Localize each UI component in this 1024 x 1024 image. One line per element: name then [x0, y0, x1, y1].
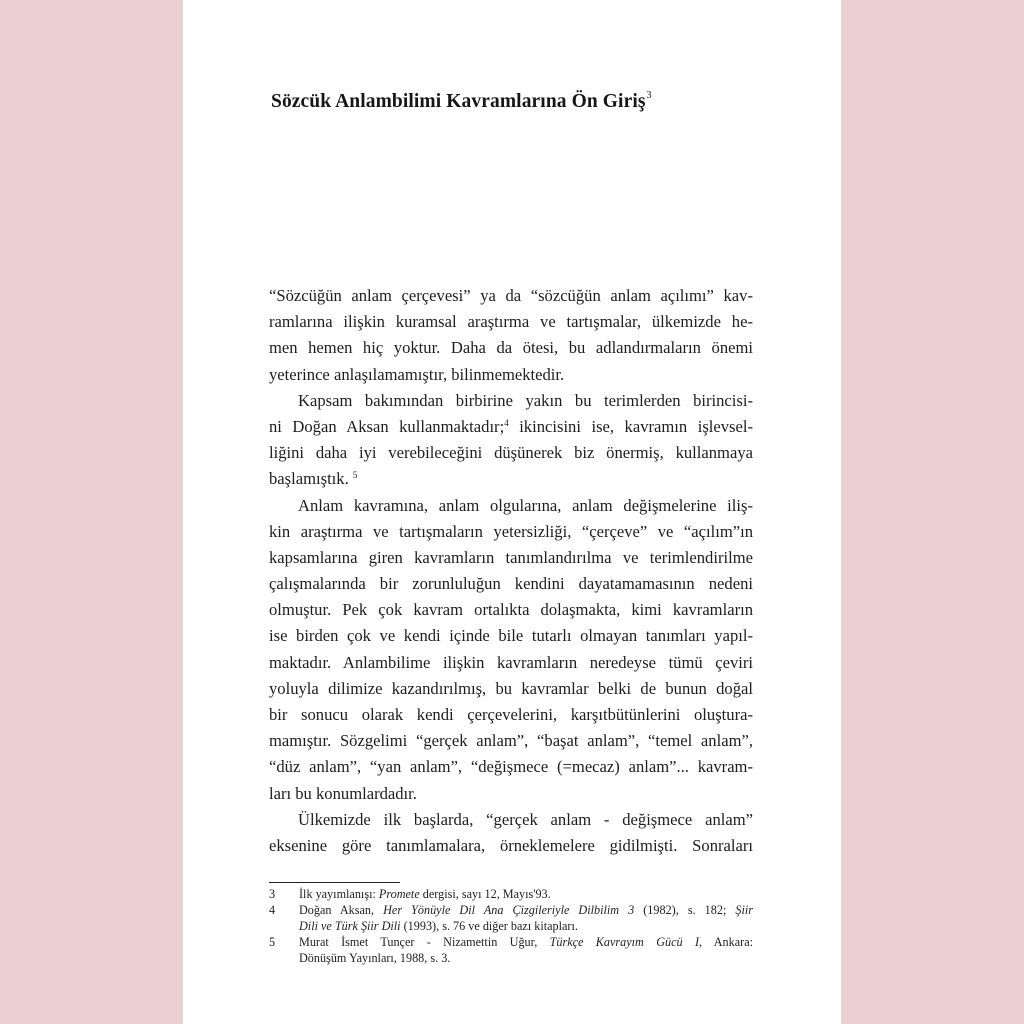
text-line: men hemen hiç yoktur. Daha da ötesi, bu adlandırmaların önemi [269, 338, 753, 358]
text-line: olmuştur. Pek çok kavram ortalıkta dolaşmakta, kimi kavramların [269, 600, 753, 620]
footnote-line [299, 886, 753, 902]
footnote-segment: İlk yayımlanışı: [299, 887, 379, 901]
footnote-segment: (1993), s. 76 ve diğer bazı kitapları. [400, 919, 578, 933]
text-line: Kapsam bakımından birbirine yakın bu terimlerden birincisi- [298, 390, 753, 410]
text-line: Anlam kavramına, anlam olgularına, anlam değişmelerine iliş- [298, 495, 753, 515]
footnote-number: 4 [269, 903, 276, 917]
footnote-number: 5 [269, 935, 276, 949]
footnote-italic: Promete [378, 887, 420, 901]
footnote-4 [269, 902, 753, 934]
footnote-5 [269, 934, 753, 966]
book-page [183, 0, 841, 1024]
text-line: kapsamlarına giren kavramların tanımlandırılma ve terimlendirilme [269, 547, 753, 567]
footnote-segment: Doğan Aksan, [299, 903, 384, 917]
footnote-marker: 4 [504, 417, 509, 428]
footnote-segment: dergisi, sayı 12, Mayıs'93. [419, 887, 551, 901]
text-line: liğini daha iyi verebileceğini düşünerek biz önermiş, kullanmaya [269, 443, 753, 463]
chapter-title [271, 91, 652, 113]
footnote-segment: (1982), s. 182; [634, 903, 736, 917]
footnote-line [299, 934, 753, 950]
footnote-line: Dönüşüm Yayınları, 1988, s. 3. [299, 951, 451, 965]
footnote-line [299, 902, 753, 918]
footnote-line [299, 918, 753, 934]
text-line: yoluyla dilimize kazandırılmış, bu kavramlar belki de bunun doğal [269, 678, 753, 698]
text-line [269, 466, 753, 492]
footnote-marker: 5 [352, 470, 358, 481]
text-line: çalışmalarında bir zorunluluğun kendini dayatamamasının nedeni [269, 574, 753, 594]
footnotes [269, 886, 753, 966]
footnote-italic: Her Yönüyle Dil Ana Çizgileriyle Dilbilim 3 [383, 903, 635, 917]
text-line: ları bu konumlardadır. [269, 783, 417, 803]
footnote-italic: Dili ve Türk Şiir Dili [299, 919, 401, 933]
chapter-title-text: Sözcük Anlambilimi Kavramlarına Ön Giriş [271, 91, 646, 112]
footnote-text [299, 934, 753, 966]
text-line: Ülkemizde ilk başlarda, “gerçek anlam - değişmece anlam” [298, 809, 753, 829]
text-line [269, 414, 753, 440]
text-line: eksenine göre tanımlamalara, örneklemelere gidilmişti. Sonraları [269, 835, 753, 855]
title-footnote-marker: 3 [646, 90, 652, 101]
text-line: “düz anlam”, “yan anlam”, “değişmece (=mecaz) anlam”... kavram- [269, 757, 753, 777]
footnote-text [299, 886, 753, 902]
text-segment: ni Doğan Aksan kullanmaktadır; [269, 416, 505, 436]
text-line: mamıştır. Sözgelimi “gerçek anlam”, “başat anlam”, “temel anlam”, [269, 731, 753, 751]
footnote-segment: Murat İsmet Tunçer - Nizamettin Uğur, [299, 935, 550, 949]
text-line: maktadır. Anlambilime ilişkin kavramların neredeyse tümü çeviri [269, 652, 753, 672]
footnote-segment: , Ankara: [699, 935, 753, 949]
text-line: ramlarına ilişkin kuramsal araştırma ve tartışmalar, ülkemizde he- [269, 312, 753, 332]
text-line: ise birden çok ve kendi içinde bile tutarlı olmayan tanımları yapıl- [269, 626, 753, 646]
footnote-text [299, 902, 753, 934]
text-segment: ikincisini ise, kavramın işlevsel- [508, 416, 754, 436]
text-line: yeterince anlaşılamamıştır, bilinmemektedir. [269, 364, 565, 384]
text-line: kin araştırma ve tartışmaların yetersizliği, “çerçeve” ve “açılım”ın [269, 521, 753, 541]
footnote-italic: Şiir [735, 903, 754, 917]
text-line: bir sonucu olarak kendi çerçevelerini, karşıtbütünlerini oluştura- [269, 705, 753, 724]
text-line: “Sözcüğün anlam çerçevesi” ya da “sözcüğün anlam açılımı” kav- [269, 286, 753, 305]
footnote-divider [269, 882, 400, 883]
text-segment: başlamıştık. [269, 469, 353, 489]
footnote-italic: Türkçe Kavrayım Gücü I [549, 935, 700, 949]
footnote-3 [269, 886, 753, 902]
body-text [269, 283, 753, 859]
footnote-number: 3 [269, 887, 276, 901]
